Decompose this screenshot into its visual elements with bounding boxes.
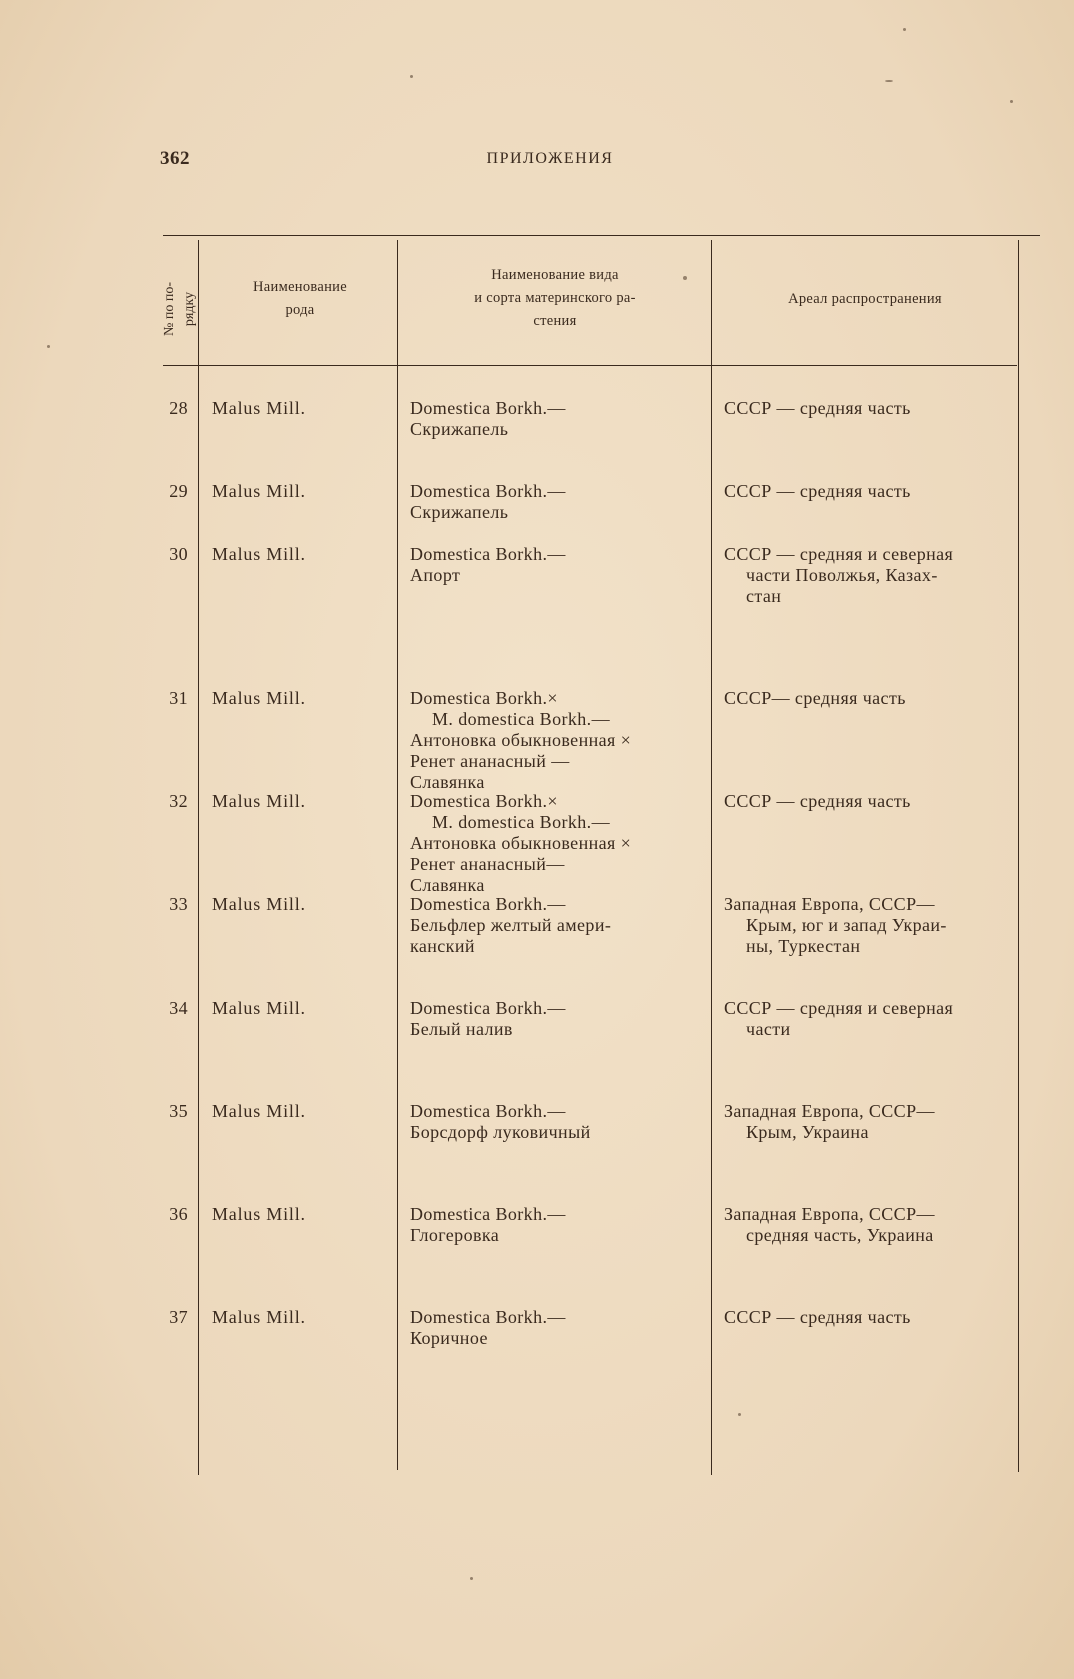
area-line: части	[746, 1019, 791, 1039]
column-header-species-line: стения	[533, 313, 577, 329]
species-line: Скрижапель	[410, 502, 509, 522]
species-line: Славянка	[410, 875, 485, 895]
species-line: Domestica Borkh.—	[410, 1204, 566, 1224]
row-number: 33	[169, 894, 188, 914]
species-line: Бельфлер желтый амери-	[410, 915, 612, 935]
row-number: 31	[169, 688, 188, 708]
distribution-area	[724, 1307, 1014, 1328]
species-line: M. domestica Borkh.—	[432, 812, 610, 832]
area-line: стан	[746, 586, 782, 606]
species-variety	[410, 894, 700, 957]
paper-speck	[410, 75, 413, 78]
distribution-area	[724, 894, 1014, 957]
species-variety	[410, 998, 700, 1040]
column-header-species-line: Наименование вида	[491, 267, 619, 283]
area-line: СССР — средняя и северная	[724, 998, 954, 1018]
row-number: 30	[169, 544, 188, 564]
genus-name: Malus Mill.	[212, 894, 306, 914]
distribution-area	[724, 1204, 1014, 1246]
species-line: Апорт	[410, 565, 461, 585]
species-line: канский	[410, 936, 475, 956]
species-variety	[410, 1204, 700, 1246]
distribution-area	[724, 398, 1014, 419]
species-line: Ренет ананасный —	[410, 751, 570, 771]
row-number: 36	[169, 1204, 188, 1224]
paper-speck	[903, 28, 906, 31]
paper-speck	[738, 1413, 741, 1416]
species-line: Domestica Borkh.—	[410, 1101, 566, 1121]
area-line: СССР — средняя часть	[724, 1307, 911, 1327]
species-line: Скрижапель	[410, 419, 509, 439]
species-line: Domestica Borkh.×	[410, 791, 558, 811]
column-header-genus	[210, 276, 390, 322]
species-line: Ренет ананасный—	[410, 854, 565, 874]
genus-name: Malus Mill.	[212, 544, 306, 564]
species-line: Антоновка обыкновенная ×	[410, 730, 632, 750]
column-header-species	[410, 264, 700, 333]
distribution-area	[724, 791, 1014, 812]
column-header-genus-line: Наименование	[253, 279, 347, 295]
row-number: 29	[169, 481, 188, 501]
row-number: 37	[169, 1307, 188, 1327]
species-variety	[410, 1101, 700, 1143]
species-variety	[410, 481, 700, 523]
page-number: 362	[160, 148, 190, 169]
species-line: Domestica Borkh.×	[410, 688, 558, 708]
distribution-area	[724, 481, 1014, 502]
column-divider-3	[711, 240, 712, 1475]
species-line: Domestica Borkh.—	[410, 998, 566, 1018]
row-number: 32	[169, 791, 188, 811]
column-header-area-line: Ареал распространения	[788, 291, 942, 307]
area-line: СССР — средняя часть	[724, 481, 911, 501]
row-number: 34	[169, 998, 188, 1018]
area-line: Западная Европа, СССР—	[724, 1101, 935, 1121]
genus-name: Malus Mill.	[212, 688, 306, 708]
paper-speck	[47, 345, 50, 348]
header-bottom-rule	[163, 365, 1017, 366]
genus-name: Malus Mill.	[212, 1204, 306, 1224]
paper-speck	[1010, 100, 1013, 103]
area-line: Западная Европа, СССР—	[724, 1204, 935, 1224]
column-header-species-line: и сорта материнского ра-	[474, 290, 636, 306]
column-header-number-line: № по по-	[162, 282, 177, 337]
area-line: СССР — средняя и северная	[724, 544, 954, 564]
area-line: части Поволжья, Казах-	[746, 565, 938, 585]
species-line: Domestica Borkh.—	[410, 398, 566, 418]
row-number: 35	[169, 1101, 188, 1121]
area-line: Западная Европа, СССР—	[724, 894, 935, 914]
column-header-number	[160, 254, 200, 364]
species-line: Славянка	[410, 772, 485, 792]
paper-speck	[683, 276, 687, 280]
row-number: 28	[169, 398, 188, 418]
species-line: Борсдорф луковичный	[410, 1122, 591, 1142]
area-line: СССР— средняя часть	[724, 688, 906, 708]
genus-name: Malus Mill.	[212, 398, 306, 418]
genus-name: Malus Mill.	[212, 1307, 306, 1327]
paper-speck	[885, 80, 893, 82]
species-line: Domestica Borkh.—	[410, 481, 566, 501]
genus-name: Malus Mill.	[212, 998, 306, 1018]
running-title: ПРИЛОЖЕНИЯ	[486, 150, 614, 167]
species-variety	[410, 398, 700, 440]
genus-name: Malus Mill.	[212, 481, 306, 501]
genus-name: Malus Mill.	[212, 791, 306, 811]
distribution-area	[724, 998, 1014, 1040]
area-line: Крым, Украина	[746, 1122, 869, 1142]
species-variety	[410, 1307, 700, 1349]
species-line: Глогеровка	[410, 1225, 500, 1245]
distribution-area	[724, 544, 1014, 607]
area-line: СССР — средняя часть	[724, 398, 911, 418]
area-line: средняя часть, Украина	[746, 1225, 934, 1245]
table-right-rule	[1018, 240, 1019, 1472]
species-variety	[410, 544, 700, 586]
species-line: Domestica Borkh.—	[410, 1307, 566, 1327]
area-line: Крым, юг и запад Украи-	[746, 915, 947, 935]
species-variety	[410, 791, 700, 896]
species-line: Domestica Borkh.—	[410, 894, 566, 914]
column-divider-1	[198, 240, 199, 1475]
species-line: Domestica Borkh.—	[410, 544, 566, 564]
table-top-rule	[163, 235, 1040, 236]
column-header-number-line: рядку	[182, 291, 197, 327]
species-line: Белый налив	[410, 1019, 513, 1039]
paper-speck	[470, 1577, 473, 1580]
species-line: Коричное	[410, 1328, 488, 1348]
column-header-genus-line: рода	[285, 302, 315, 318]
species-line: M. domestica Borkh.—	[432, 709, 610, 729]
area-line: СССР — средняя часть	[724, 791, 911, 811]
species-line: Антоновка обыкновенная ×	[410, 833, 632, 853]
distribution-area	[724, 1101, 1014, 1143]
column-divider-2	[397, 240, 398, 1470]
species-variety	[410, 688, 700, 793]
distribution-area	[724, 688, 1014, 709]
area-line: ны, Туркестан	[746, 936, 861, 956]
genus-name: Malus Mill.	[212, 1101, 306, 1121]
column-header-area	[720, 288, 1010, 311]
